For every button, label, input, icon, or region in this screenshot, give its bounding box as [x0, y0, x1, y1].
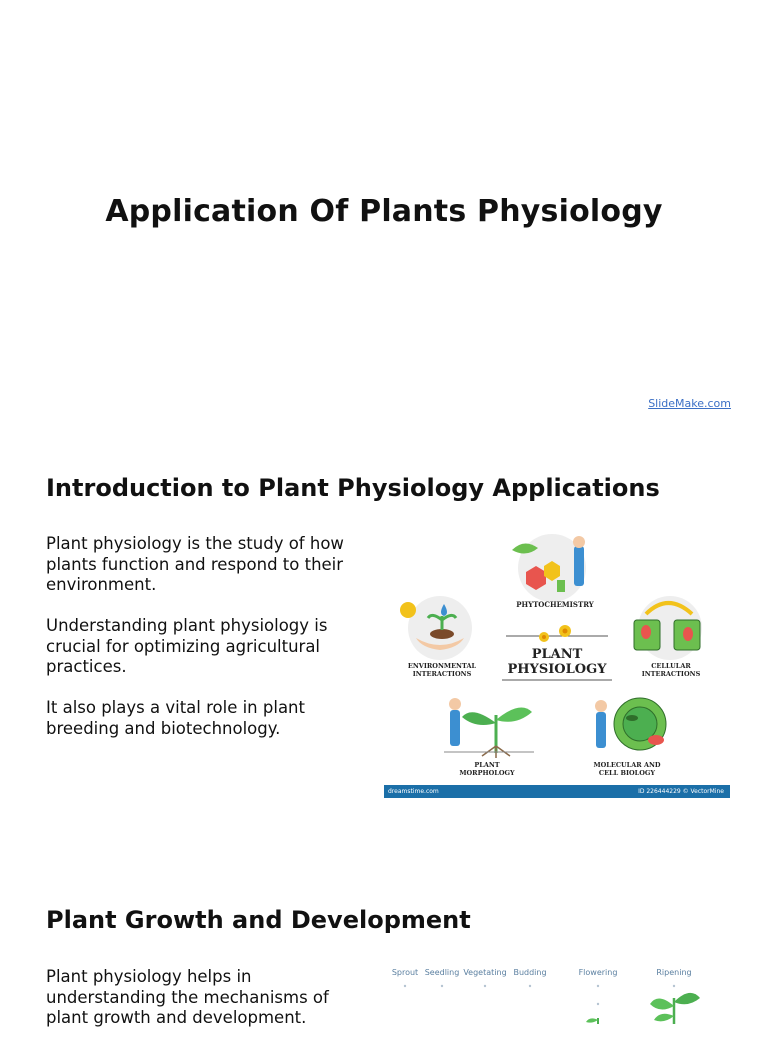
growth-paragraph: Plant physiology helps in understanding the mechanisms of plant growth and development. — [46, 967, 329, 1027]
stage-label-vegetating: Vegetating — [463, 968, 507, 977]
intro-body — [46, 534, 361, 760]
label-cellular-2: INTERACTIONS — [641, 670, 701, 678]
growth-stages-illustration — [384, 960, 730, 1030]
intro-paragraph: It also plays a vital role in plant breeding and biotechnology. — [46, 698, 305, 738]
label-molecular-2: CELL BIOLOGY — [598, 769, 656, 777]
plant-physiology-diagram — [384, 528, 730, 785]
flowering-plant-icon — [586, 1018, 598, 1024]
stage-label-sprout: Sprout — [391, 968, 419, 977]
label-morphology-1: PLANT — [474, 761, 500, 769]
intro-paragraph: Understanding plant physiology is crucial for optimizing agricultural practices. — [46, 616, 328, 676]
stage-label-flowering: Flowering — [578, 968, 618, 977]
intro-heading: Introduction to Plant Physiology Applications — [46, 474, 660, 502]
stage-label-seedling: Seedling — [424, 968, 460, 977]
environmental-interactions-icon — [400, 596, 472, 660]
cellular-interactions-icon — [634, 596, 702, 660]
plant-morphology-icon — [444, 698, 534, 758]
growth-heading: Plant Growth and Development — [46, 906, 471, 934]
plant-physiology-illustration — [384, 528, 730, 798]
image-source-footer — [384, 785, 730, 798]
stage-label-ripening: Ripening — [656, 968, 692, 977]
title-slide — [0, 0, 768, 420]
label-cellular-1: CELLULAR — [651, 662, 691, 670]
label-phytochemistry: PHYTOCHEMISTRY — [516, 600, 594, 609]
intro-paragraph: Plant physiology is the study of how plants function and respond to their environment. — [46, 534, 344, 594]
label-molecular-1: MOLECULAR AND — [593, 761, 661, 769]
ripening-plant-icon — [650, 993, 700, 1024]
center-label-line2: PHYSIOLOGY — [507, 662, 607, 677]
slidemake-credit-link[interactable]: SlideMake.com — [648, 397, 731, 410]
label-morphology-2: MORPHOLOGY — [459, 769, 515, 777]
center-label-line1: PLANT — [531, 647, 583, 662]
flower-icon — [539, 625, 571, 642]
label-environmental-2: INTERACTIONS — [412, 670, 472, 678]
growth-stages-diagram — [384, 960, 730, 1024]
stage-label-budding: Budding — [513, 968, 547, 977]
page-title: Application Of Plants Physiology — [105, 194, 663, 229]
phytochemistry-icon — [512, 534, 586, 602]
image-source-right: ID 226444229 © VectorMine — [638, 788, 724, 795]
growth-body — [46, 967, 361, 1049]
label-environmental-1: ENVIRONMENTAL — [407, 662, 477, 670]
molecular-cell-biology-icon — [595, 698, 666, 750]
image-source-left: dreamstime.com — [388, 788, 439, 795]
